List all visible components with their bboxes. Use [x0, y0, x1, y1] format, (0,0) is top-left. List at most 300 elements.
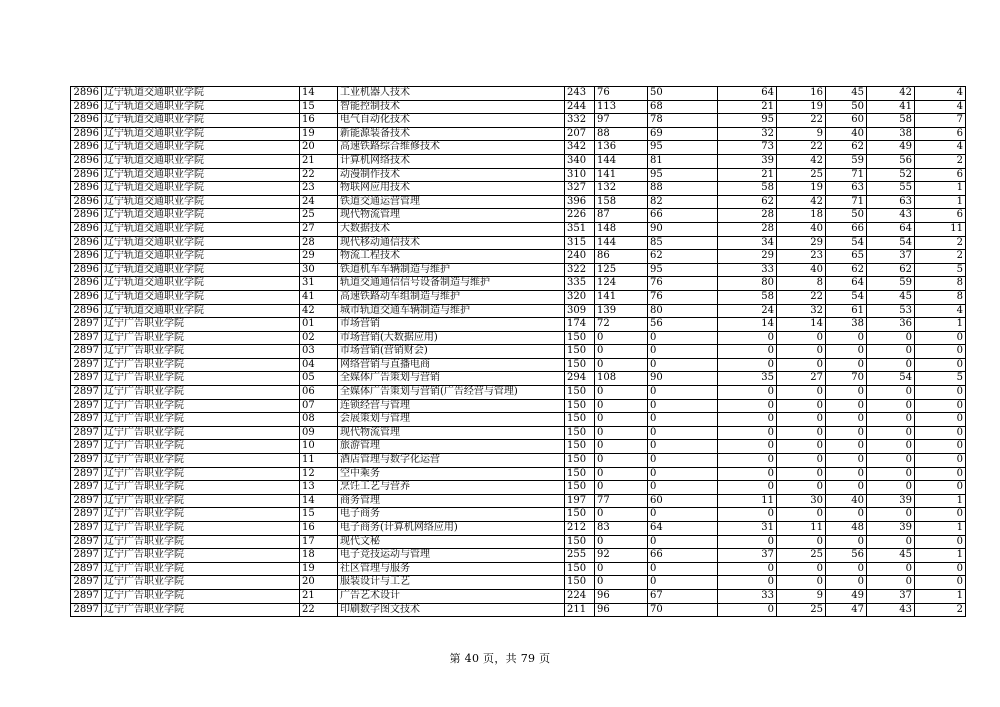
- school-code-cell: 2897: [71, 562, 102, 576]
- value-cell-5: 0: [777, 345, 826, 359]
- table-row: [71, 508, 966, 522]
- value-cell-3: 66: [648, 549, 718, 563]
- value-cell-7: 54: [867, 236, 915, 250]
- value-cell-7: 43: [867, 209, 915, 223]
- school-name-cell: 辽宁广告职业学院: [102, 562, 300, 576]
- value-cell-1: 342: [565, 141, 595, 155]
- value-cell-1: 335: [565, 277, 595, 291]
- major-name-cell: 现代文秘: [338, 535, 565, 549]
- major-name-cell: 高速铁路动车组制造与维护: [338, 290, 565, 304]
- major-name-cell: 新能源装备技术: [338, 127, 565, 141]
- school-name-cell: 辽宁广告职业学院: [102, 603, 300, 617]
- value-cell-3: 0: [648, 440, 718, 454]
- value-cell-8: 4: [915, 100, 966, 114]
- value-cell-4: 34: [718, 236, 777, 250]
- major-name-cell: 工业机器人技术: [338, 87, 565, 101]
- school-name-cell: 辽宁轨道交通职业学院: [102, 100, 300, 114]
- major-code-cell: 17: [300, 535, 338, 549]
- value-cell-8: 6: [915, 168, 966, 182]
- value-cell-6: 71: [826, 168, 867, 182]
- value-cell-4: 0: [718, 358, 777, 372]
- table-row: [71, 222, 966, 236]
- value-cell-2: 148: [595, 222, 648, 236]
- school-code-cell: 2896: [71, 250, 102, 264]
- major-name-cell: 市场营销(营销财会): [338, 345, 565, 359]
- major-code-cell: 16: [300, 114, 338, 128]
- school-name-cell: 辽宁轨道交通职业学院: [102, 290, 300, 304]
- school-name-cell: 辽宁轨道交通职业学院: [102, 209, 300, 223]
- value-cell-2: 0: [595, 454, 648, 468]
- table-row: [71, 494, 966, 508]
- value-cell-1: 315: [565, 236, 595, 250]
- major-code-cell: 19: [300, 127, 338, 141]
- value-cell-1: 309: [565, 304, 595, 318]
- value-cell-8: 1: [915, 318, 966, 332]
- value-cell-1: 174: [565, 318, 595, 332]
- school-code-cell: 2896: [71, 154, 102, 168]
- major-code-cell: 22: [300, 603, 338, 617]
- major-code-cell: 15: [300, 508, 338, 522]
- value-cell-2: 136: [595, 141, 648, 155]
- value-cell-6: 50: [826, 100, 867, 114]
- value-cell-7: 0: [867, 399, 915, 413]
- value-cell-1: 351: [565, 222, 595, 236]
- value-cell-8: 0: [915, 331, 966, 345]
- school-code-cell: 2897: [71, 494, 102, 508]
- school-code-cell: 2897: [71, 386, 102, 400]
- value-cell-2: 0: [595, 481, 648, 495]
- value-cell-1: 327: [565, 182, 595, 196]
- value-cell-8: 1: [915, 589, 966, 603]
- value-cell-5: 0: [777, 562, 826, 576]
- value-cell-3: 81: [648, 154, 718, 168]
- school-name-cell: 辽宁广告职业学院: [102, 467, 300, 481]
- value-cell-1: 197: [565, 494, 595, 508]
- table-row: [71, 141, 966, 155]
- value-cell-5: 27: [777, 372, 826, 386]
- value-cell-7: 45: [867, 549, 915, 563]
- value-cell-6: 0: [826, 535, 867, 549]
- school-code-cell: 2897: [71, 467, 102, 481]
- table-row: [71, 481, 966, 495]
- value-cell-1: 332: [565, 114, 595, 128]
- value-cell-3: 70: [648, 603, 718, 617]
- value-cell-5: 25: [777, 168, 826, 182]
- value-cell-4: 0: [718, 454, 777, 468]
- value-cell-5: 16: [777, 87, 826, 101]
- value-cell-7: 58: [867, 114, 915, 128]
- school-code-cell: 2897: [71, 345, 102, 359]
- value-cell-2: 144: [595, 236, 648, 250]
- school-name-cell: 辽宁广告职业学院: [102, 358, 300, 372]
- major-name-cell: 物流工程技术: [338, 250, 565, 264]
- value-cell-7: 37: [867, 250, 915, 264]
- table-row: [71, 250, 966, 264]
- value-cell-7: 45: [867, 290, 915, 304]
- value-cell-6: 0: [826, 508, 867, 522]
- school-name-cell: 辽宁广告职业学院: [102, 535, 300, 549]
- value-cell-3: 0: [648, 508, 718, 522]
- school-code-cell: 2896: [71, 141, 102, 155]
- table-row: [71, 195, 966, 209]
- value-cell-4: 29: [718, 250, 777, 264]
- value-cell-5: 0: [777, 440, 826, 454]
- major-name-cell: 大数据技术: [338, 222, 565, 236]
- school-name-cell: 辽宁轨道交通职业学院: [102, 195, 300, 209]
- value-cell-5: 25: [777, 603, 826, 617]
- major-code-cell: 03: [300, 345, 338, 359]
- major-code-cell: 29: [300, 250, 338, 264]
- school-name-cell: 辽宁轨道交通职业学院: [102, 277, 300, 291]
- value-cell-2: 108: [595, 372, 648, 386]
- value-cell-2: 0: [595, 331, 648, 345]
- value-cell-2: 0: [595, 535, 648, 549]
- major-code-cell: 25: [300, 209, 338, 223]
- table-row: [71, 562, 966, 576]
- value-cell-6: 0: [826, 358, 867, 372]
- value-cell-2: 87: [595, 209, 648, 223]
- value-cell-2: 92: [595, 549, 648, 563]
- value-cell-6: 54: [826, 236, 867, 250]
- value-cell-6: 40: [826, 494, 867, 508]
- value-cell-5: 8: [777, 277, 826, 291]
- value-cell-5: 14: [777, 318, 826, 332]
- value-cell-3: 78: [648, 114, 718, 128]
- school-name-cell: 辽宁广告职业学院: [102, 454, 300, 468]
- value-cell-2: 76: [595, 87, 648, 101]
- value-cell-3: 0: [648, 481, 718, 495]
- school-name-cell: 辽宁广告职业学院: [102, 440, 300, 454]
- value-cell-3: 69: [648, 127, 718, 141]
- value-cell-3: 88: [648, 182, 718, 196]
- school-code-cell: 2896: [71, 236, 102, 250]
- value-cell-5: 0: [777, 358, 826, 372]
- school-name-cell: 辽宁轨道交通职业学院: [102, 304, 300, 318]
- value-cell-8: 0: [915, 481, 966, 495]
- value-cell-4: 0: [718, 508, 777, 522]
- value-cell-2: 0: [595, 386, 648, 400]
- major-name-cell: 轨道交通通信信号设备制造与维护: [338, 277, 565, 291]
- value-cell-7: 0: [867, 508, 915, 522]
- value-cell-2: 0: [595, 576, 648, 590]
- value-cell-8: 0: [915, 440, 966, 454]
- school-code-cell: 2896: [71, 168, 102, 182]
- table-row: [71, 467, 966, 481]
- major-code-cell: 24: [300, 195, 338, 209]
- table-row: [71, 358, 966, 372]
- value-cell-3: 0: [648, 386, 718, 400]
- value-cell-8: 0: [915, 562, 966, 576]
- value-cell-6: 0: [826, 413, 867, 427]
- value-cell-4: 0: [718, 576, 777, 590]
- value-cell-7: 0: [867, 576, 915, 590]
- value-cell-1: 150: [565, 467, 595, 481]
- school-code-cell: 2896: [71, 290, 102, 304]
- value-cell-3: 85: [648, 236, 718, 250]
- value-cell-6: 48: [826, 522, 867, 536]
- table-row: [71, 290, 966, 304]
- value-cell-8: 4: [915, 87, 966, 101]
- school-name-cell: 辽宁轨道交通职业学院: [102, 236, 300, 250]
- value-cell-8: 8: [915, 277, 966, 291]
- value-cell-7: 55: [867, 182, 915, 196]
- major-name-cell: 网络营销与直播电商: [338, 358, 565, 372]
- value-cell-2: 0: [595, 440, 648, 454]
- value-cell-1: 244: [565, 100, 595, 114]
- school-name-cell: 辽宁轨道交通职业学院: [102, 182, 300, 196]
- table-row: [71, 576, 966, 590]
- value-cell-5: 23: [777, 250, 826, 264]
- value-cell-7: 0: [867, 358, 915, 372]
- major-code-cell: 31: [300, 277, 338, 291]
- table-row: [71, 209, 966, 223]
- value-cell-5: 42: [777, 154, 826, 168]
- school-code-cell: 2897: [71, 372, 102, 386]
- value-cell-2: 132: [595, 182, 648, 196]
- value-cell-4: 39: [718, 154, 777, 168]
- value-cell-4: 14: [718, 318, 777, 332]
- value-cell-1: 150: [565, 426, 595, 440]
- value-cell-4: 64: [718, 87, 777, 101]
- value-cell-1: 396: [565, 195, 595, 209]
- value-cell-2: 86: [595, 250, 648, 264]
- value-cell-8: 4: [915, 141, 966, 155]
- value-cell-2: 96: [595, 603, 648, 617]
- value-cell-4: 21: [718, 168, 777, 182]
- school-code-cell: 2897: [71, 413, 102, 427]
- value-cell-5: 0: [777, 576, 826, 590]
- value-cell-6: 0: [826, 576, 867, 590]
- value-cell-2: 97: [595, 114, 648, 128]
- value-cell-6: 0: [826, 454, 867, 468]
- table-row: [71, 168, 966, 182]
- value-cell-7: 0: [867, 331, 915, 345]
- value-cell-1: 150: [565, 562, 595, 576]
- value-cell-1: 150: [565, 331, 595, 345]
- school-name-cell: 辽宁广告职业学院: [102, 481, 300, 495]
- major-name-cell: 空中乘务: [338, 467, 565, 481]
- school-name-cell: 辽宁广告职业学院: [102, 494, 300, 508]
- admission-data-table: [70, 86, 966, 617]
- major-name-cell: 商务管理: [338, 494, 565, 508]
- school-name-cell: 辽宁广告职业学院: [102, 331, 300, 345]
- school-code-cell: 2897: [71, 440, 102, 454]
- value-cell-4: 80: [718, 277, 777, 291]
- value-cell-8: 0: [915, 399, 966, 413]
- value-cell-3: 66: [648, 209, 718, 223]
- value-cell-7: 41: [867, 100, 915, 114]
- major-code-cell: 21: [300, 589, 338, 603]
- value-cell-1: 150: [565, 358, 595, 372]
- table-row: [71, 440, 966, 454]
- value-cell-5: 30: [777, 494, 826, 508]
- value-cell-4: 32: [718, 127, 777, 141]
- major-name-cell: 连锁经营与管理: [338, 399, 565, 413]
- value-cell-1: 294: [565, 372, 595, 386]
- value-cell-8: 1: [915, 182, 966, 196]
- school-code-cell: 2896: [71, 127, 102, 141]
- table-row: [71, 522, 966, 536]
- value-cell-6: 71: [826, 195, 867, 209]
- value-cell-6: 61: [826, 304, 867, 318]
- value-cell-4: 58: [718, 182, 777, 196]
- school-name-cell: 辽宁轨道交通职业学院: [102, 127, 300, 141]
- major-name-cell: 动漫制作技术: [338, 168, 565, 182]
- school-code-cell: 2897: [71, 589, 102, 603]
- table-row: [71, 535, 966, 549]
- major-name-cell: 电气自动化技术: [338, 114, 565, 128]
- value-cell-6: 0: [826, 481, 867, 495]
- value-cell-7: 39: [867, 494, 915, 508]
- value-cell-6: 47: [826, 603, 867, 617]
- value-cell-7: 59: [867, 277, 915, 291]
- major-code-cell: 21: [300, 154, 338, 168]
- major-code-cell: 08: [300, 413, 338, 427]
- value-cell-4: 0: [718, 386, 777, 400]
- value-cell-5: 42: [777, 195, 826, 209]
- major-code-cell: 04: [300, 358, 338, 372]
- school-code-cell: 2897: [71, 454, 102, 468]
- value-cell-4: 21: [718, 100, 777, 114]
- value-cell-4: 31: [718, 522, 777, 536]
- value-cell-7: 37: [867, 589, 915, 603]
- value-cell-6: 40: [826, 127, 867, 141]
- school-code-cell: 2896: [71, 182, 102, 196]
- major-code-cell: 14: [300, 494, 338, 508]
- major-name-cell: 现代移动通信技术: [338, 236, 565, 250]
- value-cell-5: 0: [777, 467, 826, 481]
- value-cell-1: 150: [565, 454, 595, 468]
- value-cell-4: 95: [718, 114, 777, 128]
- value-cell-8: 2: [915, 603, 966, 617]
- value-cell-3: 67: [648, 589, 718, 603]
- value-cell-7: 52: [867, 168, 915, 182]
- value-cell-8: 0: [915, 345, 966, 359]
- value-cell-1: 150: [565, 535, 595, 549]
- value-cell-1: 150: [565, 399, 595, 413]
- value-cell-2: 0: [595, 399, 648, 413]
- school-name-cell: 辽宁广告职业学院: [102, 522, 300, 536]
- value-cell-7: 54: [867, 372, 915, 386]
- value-cell-8: 0: [915, 467, 966, 481]
- value-cell-2: 0: [595, 426, 648, 440]
- value-cell-7: 42: [867, 87, 915, 101]
- value-cell-1: 243: [565, 87, 595, 101]
- table-row: [71, 318, 966, 332]
- value-cell-5: 11: [777, 522, 826, 536]
- value-cell-4: 0: [718, 331, 777, 345]
- value-cell-8: 0: [915, 576, 966, 590]
- major-code-cell: 19: [300, 562, 338, 576]
- value-cell-5: 0: [777, 331, 826, 345]
- major-name-cell: 计算机网络技术: [338, 154, 565, 168]
- value-cell-5: 19: [777, 182, 826, 196]
- value-cell-3: 95: [648, 141, 718, 155]
- school-name-cell: 辽宁轨道交通职业学院: [102, 250, 300, 264]
- value-cell-1: 340: [565, 154, 595, 168]
- value-cell-1: 255: [565, 549, 595, 563]
- value-cell-3: 60: [648, 494, 718, 508]
- value-cell-2: 141: [595, 168, 648, 182]
- value-cell-4: 0: [718, 562, 777, 576]
- value-cell-4: 35: [718, 372, 777, 386]
- table-row: [71, 413, 966, 427]
- value-cell-4: 0: [718, 426, 777, 440]
- value-cell-2: 144: [595, 154, 648, 168]
- school-name-cell: 辽宁轨道交通职业学院: [102, 154, 300, 168]
- table-row: [71, 263, 966, 277]
- major-code-cell: 20: [300, 576, 338, 590]
- value-cell-3: 0: [648, 426, 718, 440]
- value-cell-3: 90: [648, 372, 718, 386]
- value-cell-2: 0: [595, 467, 648, 481]
- major-code-cell: 18: [300, 549, 338, 563]
- value-cell-5: 22: [777, 141, 826, 155]
- value-cell-6: 49: [826, 589, 867, 603]
- value-cell-1: 207: [565, 127, 595, 141]
- value-cell-4: 73: [718, 141, 777, 155]
- value-cell-6: 65: [826, 250, 867, 264]
- major-name-cell: 市场营销(大数据应用): [338, 331, 565, 345]
- value-cell-3: 95: [648, 263, 718, 277]
- value-cell-8: 1: [915, 522, 966, 536]
- major-name-cell: 高速铁路综合维修技术: [338, 141, 565, 155]
- table-row: [71, 386, 966, 400]
- value-cell-6: 62: [826, 263, 867, 277]
- school-code-cell: 2897: [71, 535, 102, 549]
- value-cell-8: 1: [915, 549, 966, 563]
- value-cell-6: 66: [826, 222, 867, 236]
- value-cell-5: 29: [777, 236, 826, 250]
- value-cell-2: 72: [595, 318, 648, 332]
- value-cell-2: 0: [595, 345, 648, 359]
- table-row: [71, 236, 966, 250]
- school-code-cell: 2897: [71, 318, 102, 332]
- value-cell-6: 0: [826, 426, 867, 440]
- value-cell-4: 0: [718, 481, 777, 495]
- school-name-cell: 辽宁广告职业学院: [102, 345, 300, 359]
- value-cell-8: 0: [915, 386, 966, 400]
- value-cell-5: 19: [777, 100, 826, 114]
- major-code-cell: 02: [300, 331, 338, 345]
- value-cell-1: 310: [565, 168, 595, 182]
- value-cell-5: 9: [777, 589, 826, 603]
- table-row: [71, 345, 966, 359]
- value-cell-8: 8: [915, 290, 966, 304]
- value-cell-1: 211: [565, 603, 595, 617]
- value-cell-4: 24: [718, 304, 777, 318]
- value-cell-2: 77: [595, 494, 648, 508]
- value-cell-6: 0: [826, 386, 867, 400]
- value-cell-5: 0: [777, 399, 826, 413]
- school-name-cell: 辽宁广告职业学院: [102, 386, 300, 400]
- value-cell-7: 43: [867, 603, 915, 617]
- major-name-cell: 全媒体广告策划与营销(广告经营与管理): [338, 386, 565, 400]
- school-name-cell: 辽宁轨道交通职业学院: [102, 141, 300, 155]
- school-code-cell: 2897: [71, 399, 102, 413]
- value-cell-8: 1: [915, 494, 966, 508]
- major-name-cell: 铁道机车车辆制造与维护: [338, 263, 565, 277]
- value-cell-5: 9: [777, 127, 826, 141]
- major-name-cell: 城市轨道交通车辆制造与维护: [338, 304, 565, 318]
- value-cell-5: 40: [777, 222, 826, 236]
- major-name-cell: 旅游管理: [338, 440, 565, 454]
- value-cell-4: 0: [718, 413, 777, 427]
- value-cell-5: 0: [777, 481, 826, 495]
- value-cell-4: 33: [718, 263, 777, 277]
- value-cell-1: 150: [565, 481, 595, 495]
- value-cell-3: 0: [648, 467, 718, 481]
